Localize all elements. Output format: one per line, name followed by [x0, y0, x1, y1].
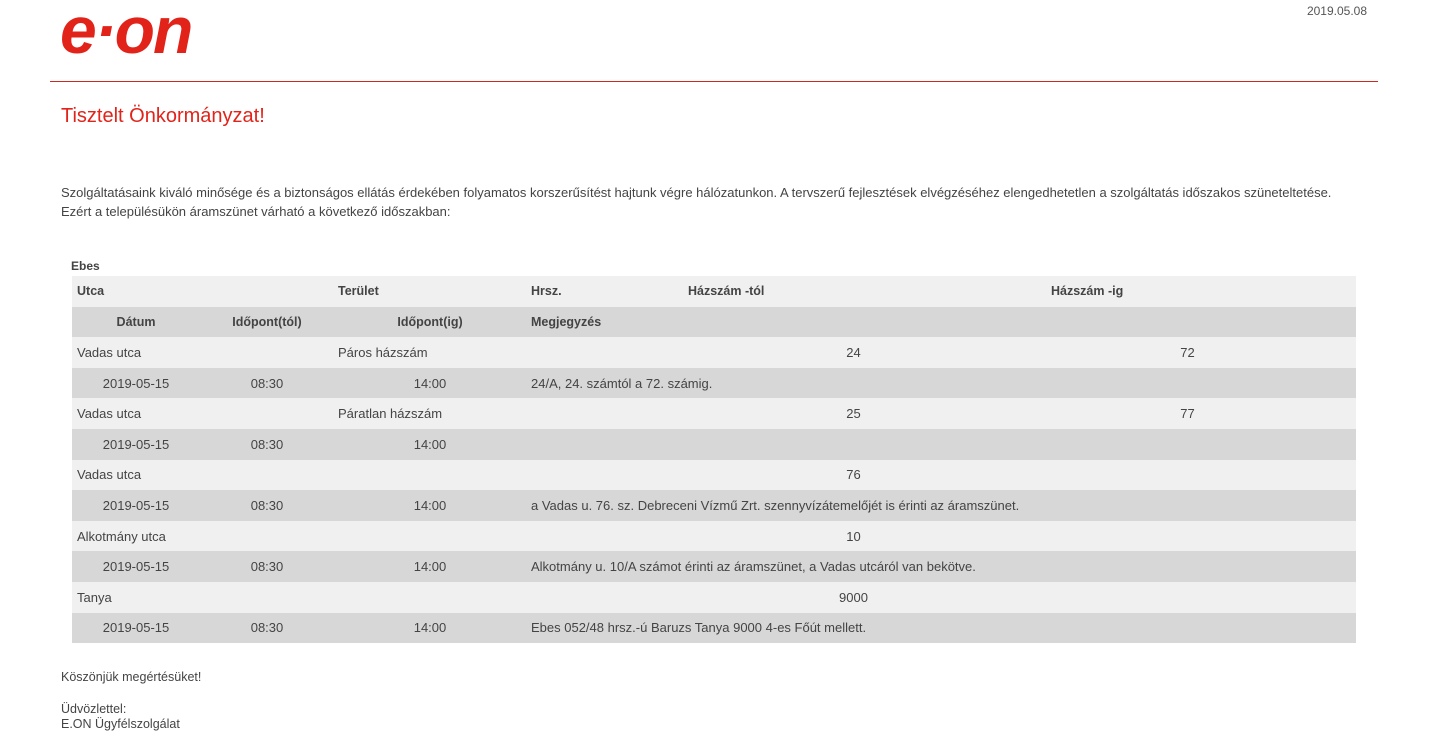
intro-line-2: Ezért a településükön áramszünet várható a következő időszakban:: [61, 204, 451, 219]
schedule-row: [72, 429, 1356, 460]
outage-table: [72, 276, 1356, 643]
schedule-row: [72, 490, 1356, 521]
hrsz-cell: [526, 337, 688, 368]
town-name: Ebes: [71, 259, 100, 273]
document-date: 2019.05.08: [1306, 4, 1367, 18]
outage-date: 2019-05-15: [72, 429, 200, 460]
intro-text: [61, 183, 1361, 221]
area-cell: [334, 521, 526, 552]
street-row: [72, 460, 1356, 491]
thanks-text: Köszönjük megértésüket!: [61, 670, 202, 684]
schedule-row: [72, 551, 1356, 582]
outage-date: 2019-05-15: [72, 490, 200, 521]
house-number-from: 10: [688, 521, 1019, 552]
outage-time-from: 08:30: [200, 613, 334, 644]
col-header-datum: Dátum: [72, 307, 200, 338]
svg-text:e·on: e·on: [60, 0, 192, 62]
outage-time-to: 14:00: [334, 429, 526, 460]
eon-logo: [60, 0, 242, 62]
street-name: Vadas utca: [72, 337, 334, 368]
col-header-hrsz: Hrsz.: [526, 276, 688, 307]
greeting-heading: Tisztelt Önkormányzat!: [61, 105, 265, 127]
table-header-row-1: [72, 276, 1356, 307]
house-number-to: 72: [1019, 337, 1356, 368]
outage-time-to: 14:00: [334, 368, 526, 399]
header-divider: [50, 81, 1378, 82]
street-row: [72, 337, 1356, 368]
outage-note: Alkotmány u. 10/A számot érinti az áramszünet, a Vadas utcáról van bekötve.: [526, 551, 1356, 582]
outage-time-to: 14:00: [334, 490, 526, 521]
street-row: [72, 521, 1356, 552]
col-header-utca: Utca: [72, 276, 334, 307]
intro-line-1: Szolgáltatásaink kiváló minősége és a biztonságos ellátás érdekében folyamatos korszerűsítést hajtunk végre hálózatunkon. A tervszerű fejlesztések elvégzéséhez elengedhetetlen a szolgáltatás időszakos szüneteltetése.: [61, 185, 1332, 200]
house-number-to: 77: [1019, 398, 1356, 429]
schedule-row: [72, 368, 1356, 399]
street-row: [72, 582, 1356, 613]
outage-note: [526, 429, 1356, 460]
schedule-row: [72, 613, 1356, 644]
outage-date: 2019-05-15: [72, 613, 200, 644]
area-cell: Páratlan házszám: [334, 398, 526, 429]
outage-note: a Vadas u. 76. sz. Debreceni Vízmű Zrt. szennyvízátemelőjét is érinti az áramszünet.: [526, 490, 1356, 521]
street-name: Vadas utca: [72, 398, 334, 429]
regards-line: Üdvözlettel:: [61, 702, 127, 716]
outage-time-to: 14:00: [334, 551, 526, 582]
street-name: Tanya: [72, 582, 334, 613]
outage-note: 24/A, 24. számtól a 72. számig.: [526, 368, 1356, 399]
hrsz-cell: [526, 521, 688, 552]
table-header-row-2: [72, 307, 1356, 338]
col-header-idopont-tol: Időpont(tól): [200, 307, 334, 338]
house-number-from: 24: [688, 337, 1019, 368]
signature-line: E.ON Ügyfélszolgálat: [61, 717, 180, 731]
hrsz-cell: [526, 460, 688, 491]
street-name: Alkotmány utca: [72, 521, 334, 552]
regards-text: [61, 702, 180, 732]
house-number-to: [1019, 460, 1356, 491]
outage-time-from: 08:30: [200, 368, 334, 399]
outage-date: 2019-05-15: [72, 368, 200, 399]
col-header-hazszam-ig: Házszám -ig: [1019, 276, 1356, 307]
street-name: Vadas utca: [72, 460, 334, 491]
house-number-from: 25: [688, 398, 1019, 429]
outage-date: 2019-05-15: [72, 551, 200, 582]
col-header-terulet: Terület: [334, 276, 526, 307]
hrsz-cell: [526, 398, 688, 429]
outage-time-from: 08:30: [200, 551, 334, 582]
house-number-from: 76: [688, 460, 1019, 491]
hrsz-cell: [526, 582, 688, 613]
outage-time-from: 08:30: [200, 490, 334, 521]
outage-time-to: 14:00: [334, 613, 526, 644]
outage-time-from: 08:30: [200, 429, 334, 460]
street-row: [72, 398, 1356, 429]
col-header-idopont-ig: Időpont(ig): [334, 307, 526, 338]
outage-note: Ebes 052/48 hrsz.-ú Baruzs Tanya 9000 4-es Főút mellett.: [526, 613, 1356, 644]
col-header-megjegyzes: Megjegyzés: [526, 307, 1356, 338]
house-number-to: [1019, 521, 1356, 552]
area-cell: Páros házszám: [334, 337, 526, 368]
col-header-hazszam-tol: Házszám -tól: [688, 276, 1019, 307]
area-cell: [334, 582, 526, 613]
house-number-from: 9000: [688, 582, 1019, 613]
area-cell: [334, 460, 526, 491]
house-number-to: [1019, 582, 1356, 613]
